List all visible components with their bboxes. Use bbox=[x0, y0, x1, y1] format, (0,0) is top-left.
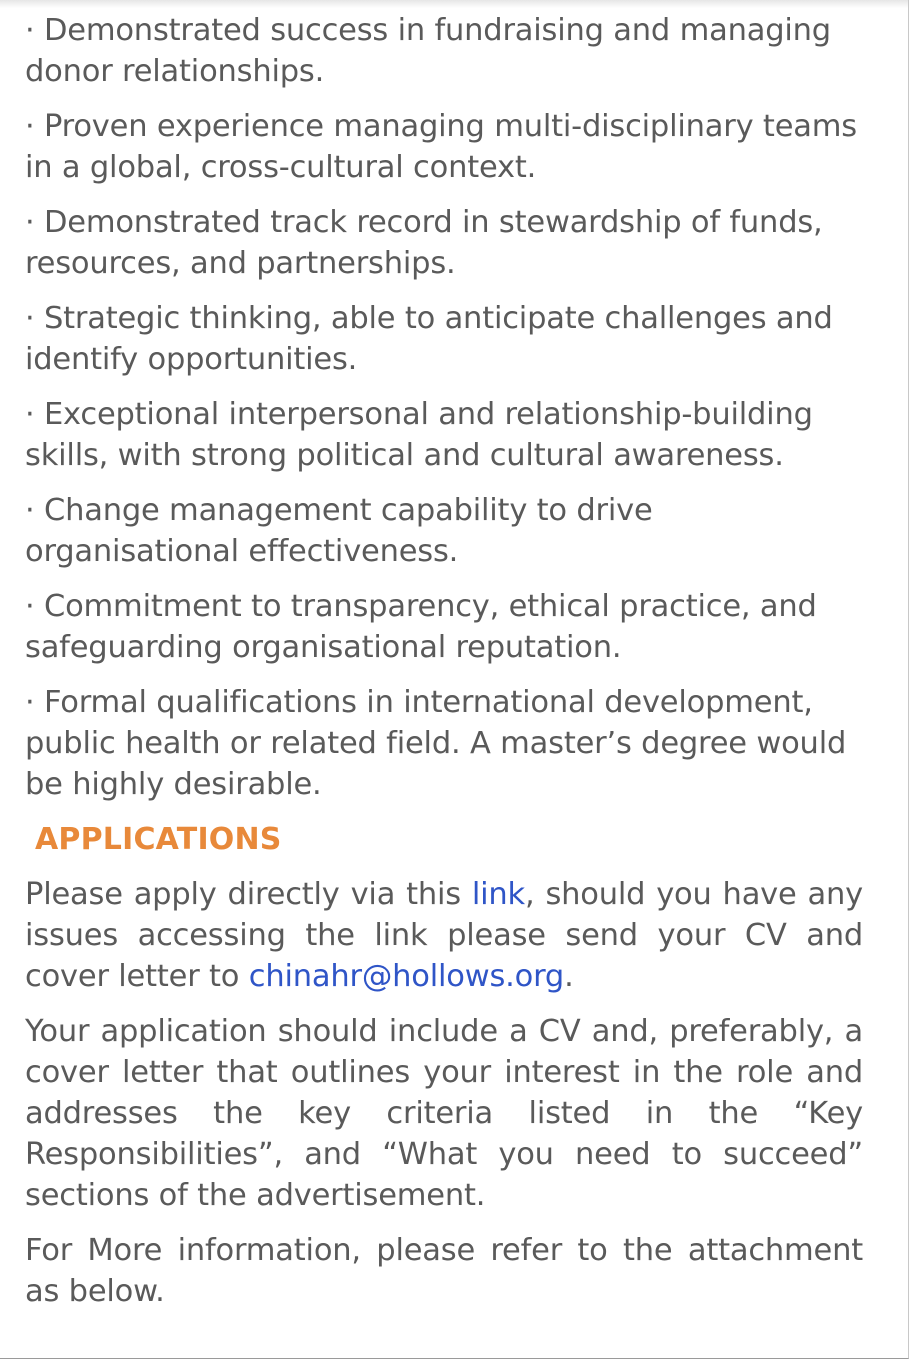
more-info-note: For More information, please refer to the attachment as below. bbox=[25, 1233, 863, 1309]
apply-text-suffix: . bbox=[564, 959, 574, 994]
requirement-item: · Change management capability to drive organisational effectiveness. bbox=[25, 493, 653, 569]
apply-text-prefix: Please apply directly via this bbox=[25, 877, 472, 912]
requirement-item: · Formal qualifications in international development, public health or related field. A master’s degree would be highly desirable. bbox=[25, 685, 847, 802]
application-requirements: Your application should include a CV and, preferably, a cover letter that outlines your interest in the role and addresses the key criteria listed in the “Key Responsibilities”, and “What you need to succeed” sections of the advertisement. bbox=[25, 1014, 863, 1213]
requirement-item: · Proven experience managing multi-disciplinary teams in a global, cross-cultural context. bbox=[25, 109, 857, 185]
applications-heading: APPLICATIONS bbox=[35, 822, 282, 857]
email-link[interactable]: chinahr@hollows.org bbox=[248, 959, 565, 994]
requirement-item: · Commitment to transparency, ethical practice, and safeguarding organisational reputation. bbox=[25, 589, 817, 665]
requirement-item: · Demonstrated success in fundraising and managing donor relationships. bbox=[25, 13, 831, 89]
job-ad-content bbox=[25, 10, 863, 1326]
apply-link[interactable]: link bbox=[471, 877, 526, 912]
top-shadow bbox=[0, 0, 908, 8]
requirement-item: · Demonstrated track record in stewardship of funds, resources, and partnerships. bbox=[25, 205, 823, 281]
apply-instructions bbox=[25, 874, 863, 997]
requirement-item: · Exceptional interpersonal and relationship-building skills, with strong political and cultural awareness. bbox=[25, 397, 813, 473]
apply-text-middle: , should you have any issues accessing the link please send your CV and cover letter to bbox=[25, 877, 863, 994]
requirement-item: · Strategic thinking, able to anticipate challenges and identify opportunities. bbox=[25, 301, 833, 377]
